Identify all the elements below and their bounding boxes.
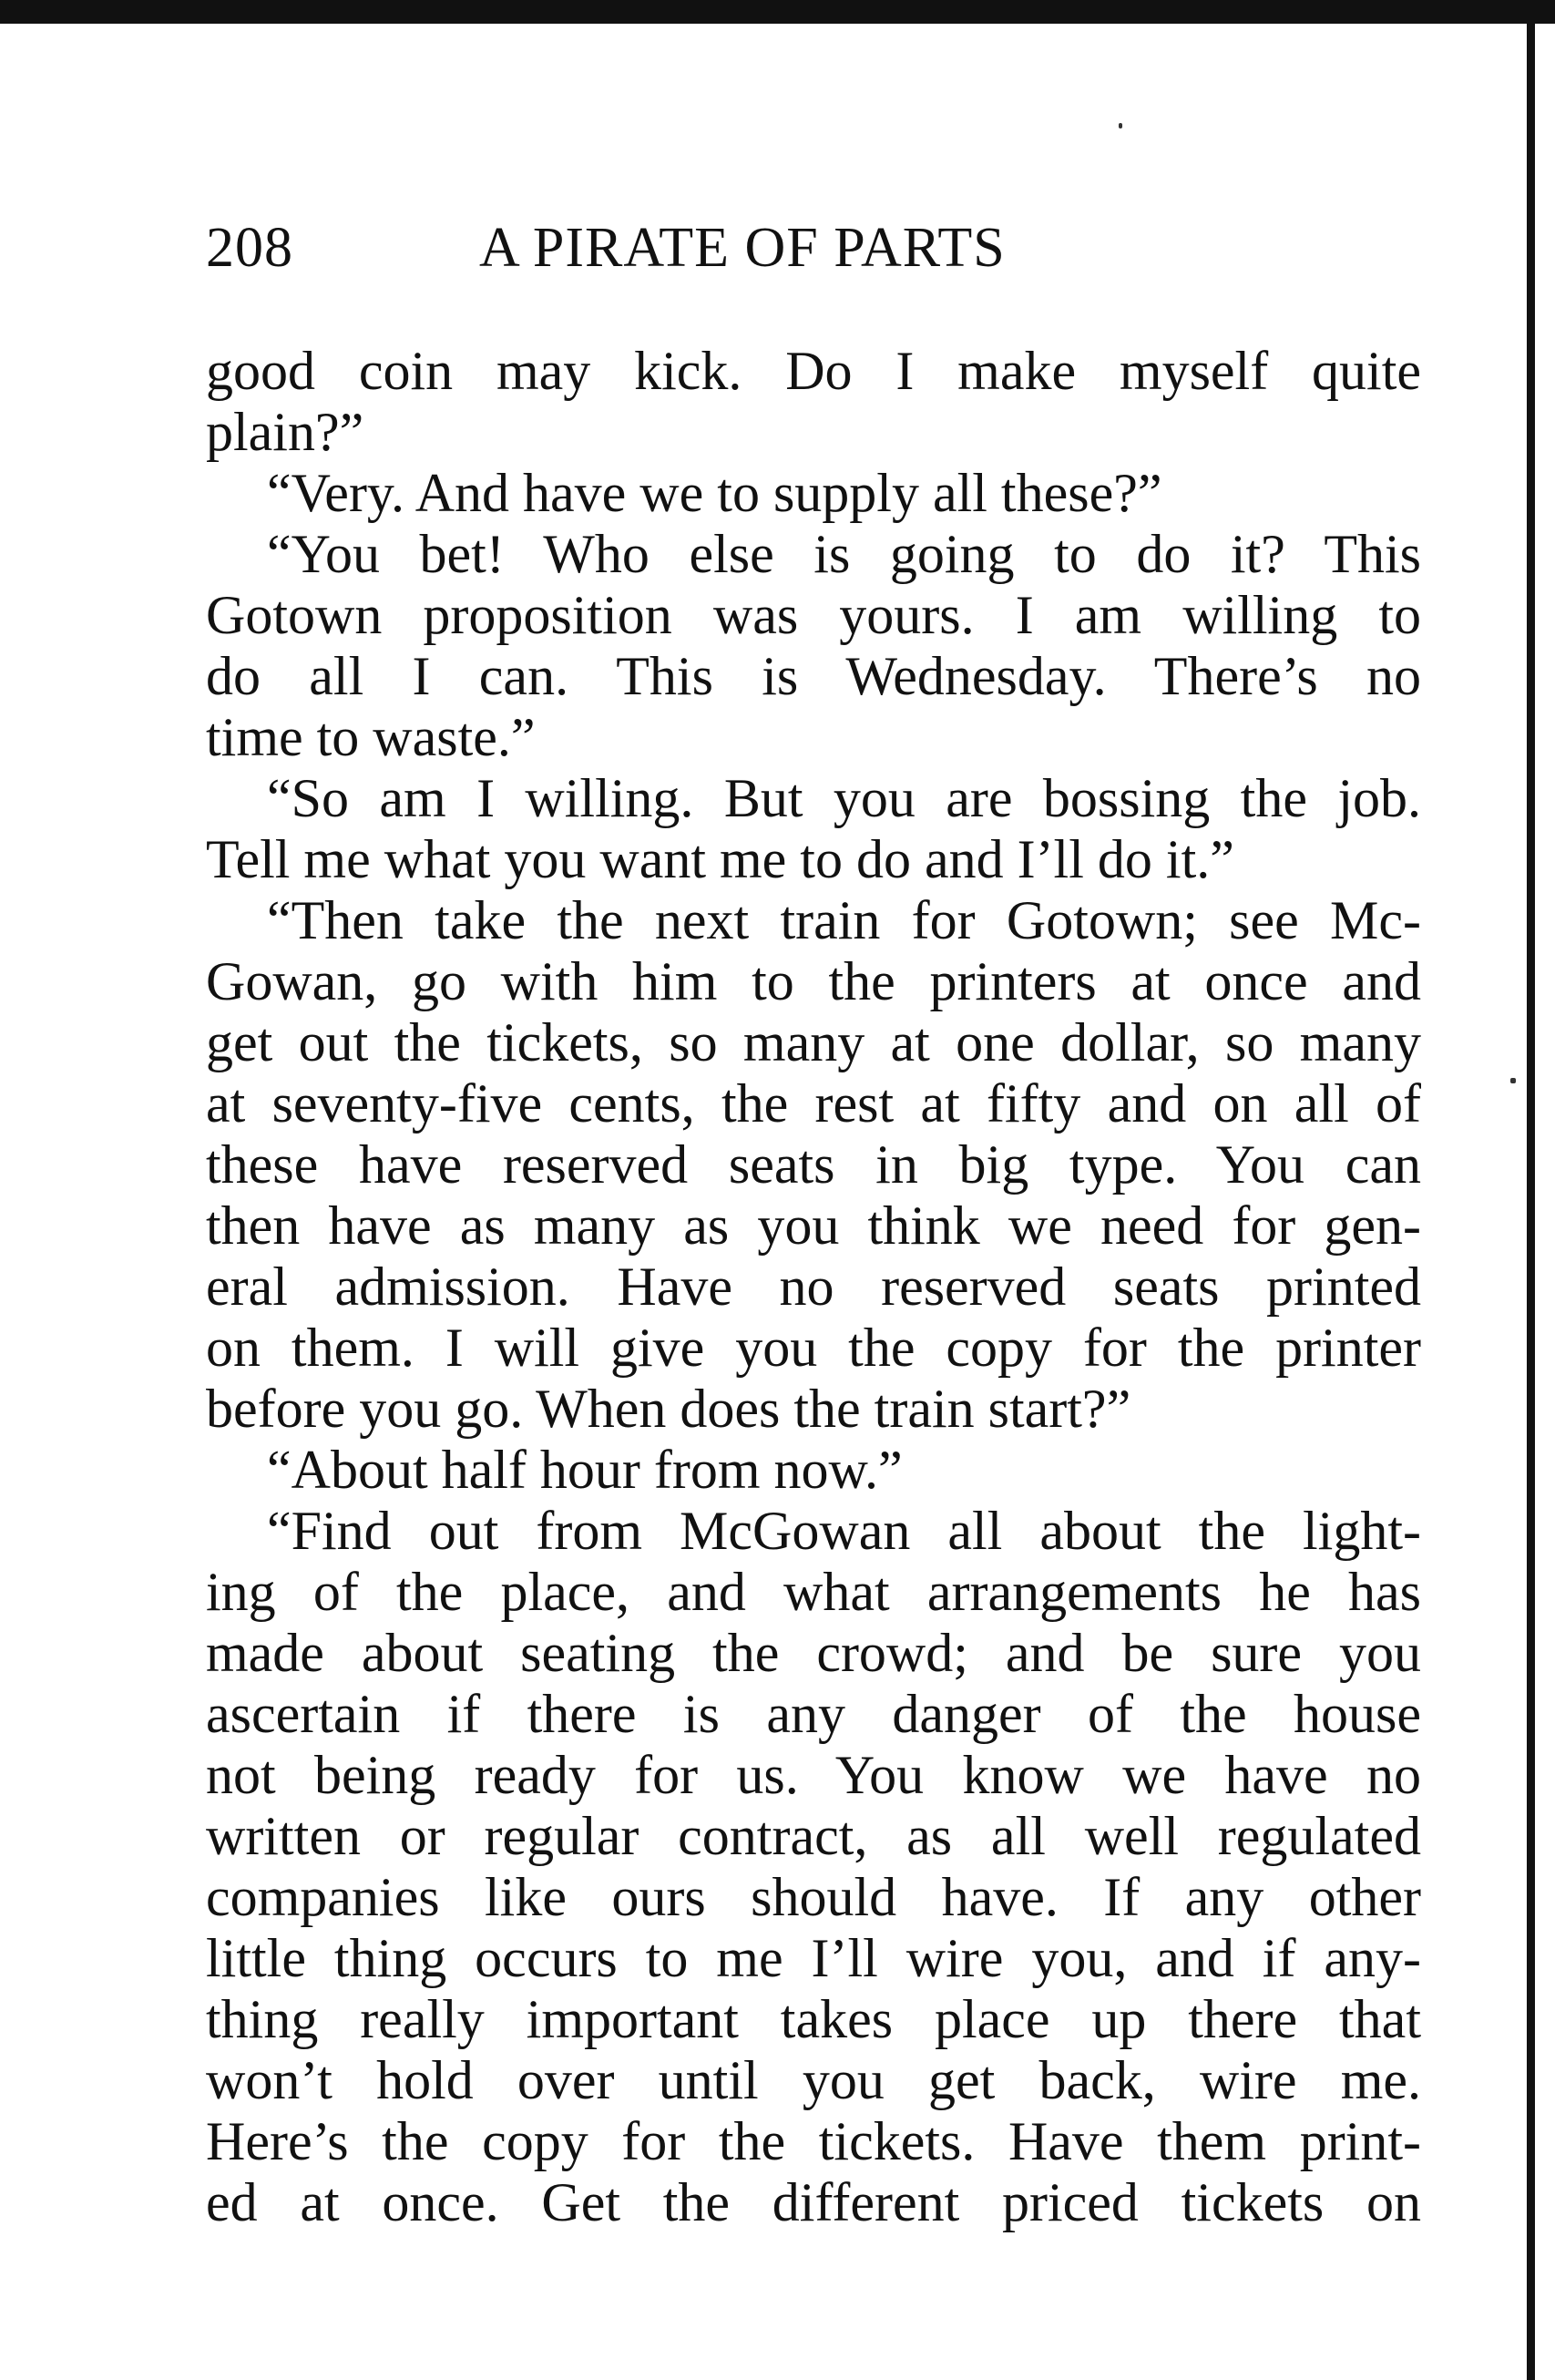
text-line: ed at once. Get the different priced tickets on xyxy=(206,2172,1421,2232)
text-line: “Then take the next train for Gotown; see Mc- xyxy=(267,890,1421,950)
text-line: time to waste.” xyxy=(206,707,536,767)
page-header xyxy=(206,211,1427,284)
text-line: “So am I willing. But you are bossing the job. xyxy=(267,768,1421,828)
text-line: Gotown proposition was yours. I am willing to xyxy=(206,585,1421,645)
text-line: on them. I will give you the copy for the printer xyxy=(206,1318,1421,1378)
text-line: Tell me what you want me to do and I’ll do it.” xyxy=(206,829,1234,889)
text-line: plain?” xyxy=(206,402,364,462)
text-line: written or regular contract, as all well regulated xyxy=(206,1806,1421,1866)
text-line: eral admission. Have no reserved seats printed xyxy=(206,1257,1421,1317)
body-text xyxy=(206,341,1421,2233)
scan-speck xyxy=(1119,123,1122,128)
text-line: companies like ours should have. If any other xyxy=(206,1867,1421,1927)
text-line: ascertain if there is any danger of the house xyxy=(206,1684,1421,1744)
text-line: made about seating the crowd; and be sure you xyxy=(206,1623,1421,1683)
text-line: thing really important takes place up there that xyxy=(206,1989,1421,2049)
top-border-rule xyxy=(0,0,1555,24)
text-line: get out the tickets, so many at one dollar, so many xyxy=(206,1012,1421,1072)
text-line: before you go. When does the train start?” xyxy=(206,1379,1131,1439)
text-line: ing of the place, and what arrangements he has xyxy=(206,1562,1421,1622)
text-line: “Find out from McGowan all about the light- xyxy=(267,1501,1421,1561)
right-border-rule xyxy=(1527,0,1535,2380)
text-line: do all I can. This is Wednesday. There’s no xyxy=(206,646,1421,706)
text-line: at seventy-five cents, the rest at fifty and on all of xyxy=(206,1073,1421,1134)
running-title: A PIRATE OF PARTS xyxy=(479,217,1006,279)
text-line: “About half hour from now.” xyxy=(267,1440,903,1500)
text-line: “Very. And have we to supply all these?” xyxy=(267,463,1162,523)
text-line: then have as many as you think we need for gen- xyxy=(206,1195,1421,1256)
text-line: good coin may kick. Do I make myself quite xyxy=(206,341,1421,401)
text-line: not being ready for us. You know we have no xyxy=(206,1745,1421,1805)
text-line: Gowan, go with him to the printers at once and xyxy=(206,951,1421,1011)
text-line: little thing occurs to me I’ll wire you, and if any- xyxy=(206,1928,1421,1988)
text-line: Here’s the copy for the tickets. Have them print- xyxy=(206,2111,1421,2171)
page-number: 208 xyxy=(206,217,293,279)
text-line: “You bet! Who else is going to do it? This xyxy=(267,524,1421,584)
text-line: won’t hold over until you get back, wire me. xyxy=(206,2050,1421,2110)
text-line: these have reserved seats in big type. You can xyxy=(206,1134,1421,1195)
scan-speck xyxy=(1510,1078,1516,1083)
